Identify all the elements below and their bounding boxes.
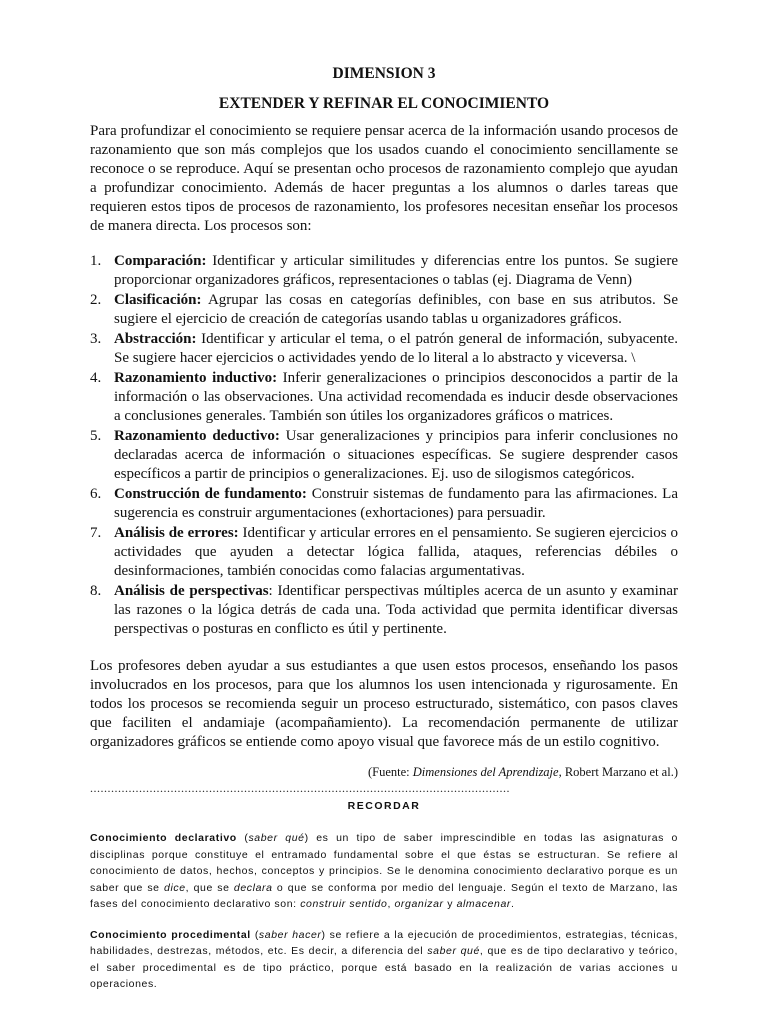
list-item: 5. Razonamiento deductivo: Usar generalizaciones y principios para inferir conclusiones no declaradas acerca de información o situaciones específicas. Se sugiere desprender casos específicos a partir de principios o generalizaciones. Ej. uso de silogismos categóricos.: [90, 428, 678, 482]
closing-paragraph: Los profesores deben ayudar a sus estudiantes a que usen estos procesos, enseñando los pasos involucrados en los procesos, para que los alumnos los usen intencionada y rigurosamente. En todos los procesos se recomienda seguir un proceso estructurado, sistemático, con pasos claves que faciliten el andamiaje (acompañamiento). La recomendación permanente de utilizar organizadores gráficos se entiende como apoyo visual que favorece más de un estilo cognitivo.: [90, 658, 678, 750]
dotted-separator: ........................................................................................................................: [90, 782, 510, 794]
procedural-definition: Conocimiento procedimental (saber hacer) se refiere a la ejecución de procedimientos, estrategias, técnicas, habilidades, destrezas, métodos, etc. Es decir, a diferencia del saber qué, que es de tipo declarativo y teórico, el saber procedimental es de tipo práctico, porque está basado en la realización de varias acciones u operaciones.: [90, 928, 678, 990]
document-page: [90, 64, 678, 993]
list-item: 3. Abstracción: Identificar y articular el tema, o el patrón general de información, subyacente. Se sugiere hacer ejercicios o actividades yendo de lo literal a lo abstracto y viceversa. \: [90, 331, 678, 366]
list-item: 7. Análisis de errores: Identificar y articular errores en el pensamiento. Se sugieren ejercicios o actividades que ayuden a detectar lógica fallida, ataques, referencias débiles o desinformaciones, también conocidas como falacias argumentativas.: [90, 525, 678, 579]
list-item: 8. Análisis de perspectivas: Identificar perspectivas múltiples acerca de un asunto y examinar las razones o la lógica detrás de cada una. Toda actividad que permita identificar diversas perspectivas o posturas en conflicto es útil y pertinente.: [90, 583, 678, 637]
recordar-heading: RECORDAR: [347, 800, 421, 812]
source-citation: (Fuente: Dimensiones del Aprendizaje, Robert Marzano et al.): [367, 765, 678, 779]
list-item: 2. Clasificación: Agrupar las cosas en categorías definibles, con base en sus atributos. Se sugiere el ejercicio de creación de categorías usando tablas u organizadores gráficos.: [90, 292, 678, 327]
list-item: 4. Razonamiento inductivo: Inferir generalizaciones o principios desconocidos a partir de la información o las observaciones. Una actividad recomendada es inducir desde observaciones a conclusiones generales. También son útiles los organizadores gráficos o matrices.: [90, 370, 679, 424]
list-item: 1. Comparación: Identificar y articular similitudes y diferencias entre los puntos. Se sugiere proporcionar organizadores gráficos, representaciones o tablas (ej. Diagrama de Venn): [90, 253, 678, 288]
list-item: 6. Construcción de fundamento: Construir sistemas de fundamento para las afirmaciones. La sugerencia es construir argumentaciones (exhortaciones) para persuadir.: [90, 486, 679, 521]
section-title: EXTENDER Y REFINAR EL CONOCIMIENTO: [218, 95, 550, 112]
declarative-definition: Conocimiento declarativo (saber qué) es un tipo de saber imprescindible en todas las asignaturas o disciplinas porque constituye el entramado fundamental sobre el que éstas se estructuran. Se refiere al conocimiento de datos, hechos, conceptos y principios. Se le denomina conocimiento declarativo porque es un saber que se dice, que se declara o que se conforma por medio del lenguaje. Según el texto de Marzano, las fases del conocimiento declarativo son: construir sentido, organizar y almacenar.: [90, 832, 678, 910]
process-list: [90, 252, 678, 639]
intro-paragraph: Para profundizar el conocimiento se requiere pensar acerca de la información usando procesos de razonamiento que son más complejos que los usados cuando el conocimiento sencillamente se reconoce o se reproduce. Aquí se presentan ocho procesos de razonamiento complejo que ayudan a profundizar conocimiento. Además de hacer preguntas a los alumnos o darles tareas que requieren estos tipos de procesos de razonamiento, los profesores necesitan enseñar los procesos de manera directa. Los procesos son:: [90, 123, 678, 234]
dimension-title: DIMENSION 3: [332, 65, 436, 82]
